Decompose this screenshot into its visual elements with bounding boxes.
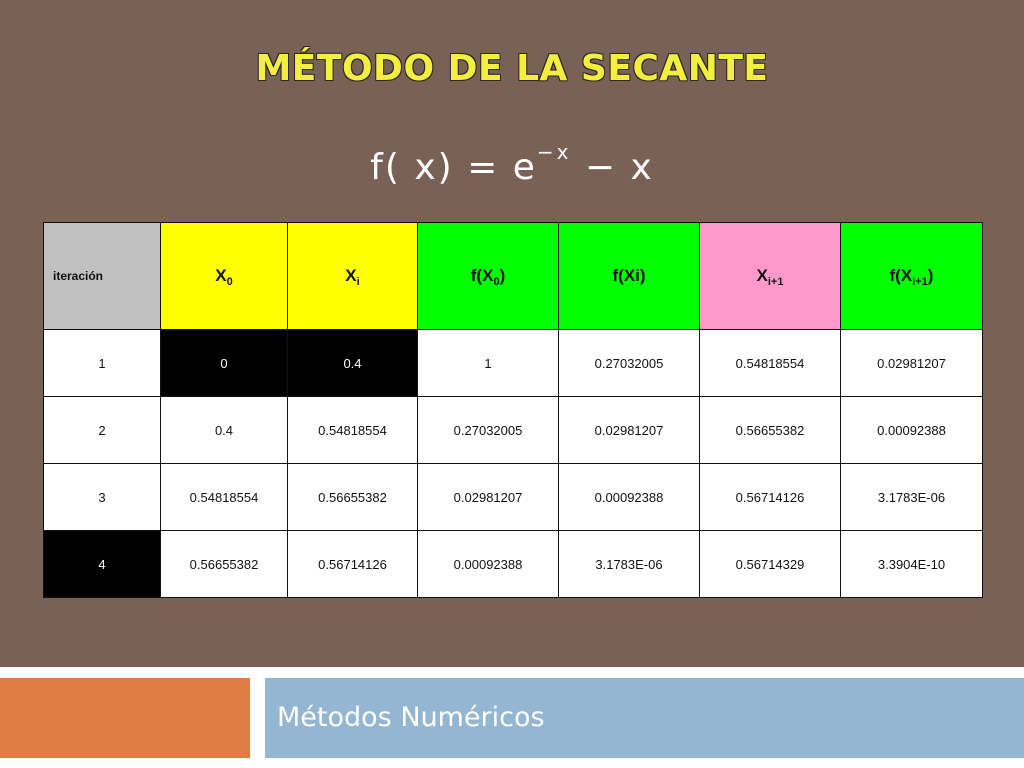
header-xi: $X_i$ (288, 223, 418, 330)
footer-accent-block (0, 678, 250, 758)
cell-fxi: 0.27032005 (559, 330, 700, 397)
cell-x0: 0.54818554 (161, 464, 288, 531)
cell-fxi1: 0.02981207 (841, 330, 983, 397)
cell-xi: 0.54818554 (288, 397, 418, 464)
cell-fxi: 3.1783E-06 (559, 531, 700, 598)
cell-xi1: 0.56655382 (700, 397, 841, 464)
cell-iteration: 3 (44, 464, 161, 531)
formula-lhs: f( x) = e (370, 147, 537, 188)
cell-iteration: 2 (44, 397, 161, 464)
table-row (44, 531, 983, 598)
cell-xi: 0.56714126 (288, 531, 418, 598)
cell-fxi1: 0.00092388 (841, 397, 983, 464)
cell-iteration: 1 (44, 330, 161, 397)
header-fxi1: $f(X_{i+1})$ (841, 223, 983, 330)
cell-x0: 0 (161, 330, 288, 397)
cell-fxi1: 3.3904E-10 (841, 531, 983, 598)
cell-fx0: 0.00092388 (418, 531, 559, 598)
formula-exponent: −x (536, 140, 572, 164)
cell-xi1: 0.56714126 (700, 464, 841, 531)
table-row (44, 330, 983, 397)
footer-title: Métodos Numéricos (277, 702, 545, 733)
cell-xi: 0.56655382 (288, 464, 418, 531)
cell-xi1: 0.56714329 (700, 531, 841, 598)
cell-fxi1: 3.1783E-06 (841, 464, 983, 531)
table-header-row (44, 223, 983, 330)
footer-bar (265, 678, 1024, 758)
header-xi1: $X_{i+1}$ (700, 223, 841, 330)
header-x0: $X_0$ (161, 223, 288, 330)
cell-fxi: 0.02981207 (559, 397, 700, 464)
cell-xi: 0.4 (288, 330, 418, 397)
formula (0, 140, 1024, 188)
cell-x0: 0.4 (161, 397, 288, 464)
cell-x0: 0.56655382 (161, 531, 288, 598)
header-fxi: f(Xi) (559, 223, 700, 330)
header-fx0: $f(X_0)$ (418, 223, 559, 330)
cell-iteration: 4 (44, 531, 161, 598)
slide-title: MÉTODO DE LA SECANTE (255, 48, 769, 89)
secant-iterations-table (43, 222, 983, 598)
cell-fx0: 0.02981207 (418, 464, 559, 531)
formula-rhs: − x (571, 147, 654, 188)
table-row (44, 464, 983, 531)
header-iteracion: iteración (44, 223, 161, 330)
table-row (44, 397, 983, 464)
cell-fxi: 0.00092388 (559, 464, 700, 531)
cell-fx0: 1 (418, 330, 559, 397)
cell-xi1: 0.54818554 (700, 330, 841, 397)
cell-fx0: 0.27032005 (418, 397, 559, 464)
